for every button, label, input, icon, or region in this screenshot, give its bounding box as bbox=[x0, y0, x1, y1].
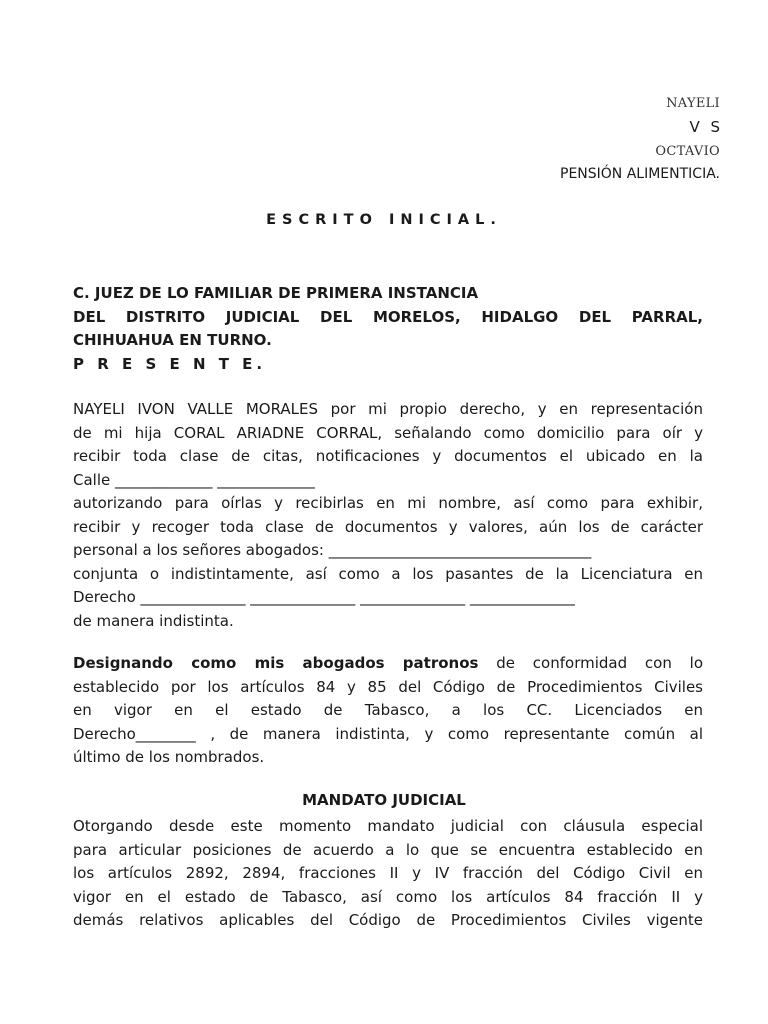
paragraph-line: establecido por los artículos 84 y 85 del Código de Procedimientos Civiles bbox=[73, 677, 703, 696]
paragraph-mandato bbox=[73, 815, 703, 933]
addressee-line: CHIHUAHUA EN TURNO. bbox=[73, 331, 272, 349]
paragraph-line: de manera indistinta. bbox=[73, 611, 234, 630]
paragraph-line: último de los nombrados. bbox=[73, 748, 265, 766]
caption-plaintiff: NAYELI bbox=[666, 96, 720, 111]
addressee-line: DEL DISTRITO JUDICIAL DEL MORELOS, HIDALGO DEL PARRAL, bbox=[73, 307, 703, 326]
paragraph-line: personal a los señores abogados: ___________________________________ bbox=[73, 541, 592, 559]
paragraph-line: Derecho________ , de manera indistinta, y como representante común al bbox=[73, 724, 703, 743]
paragraph-line: autorizando para oírlas y recibirlas en mi nombre, así como para exhibir, bbox=[73, 494, 703, 512]
paragraph-line: recibir toda clase de citas, notificaciones y documentos el ubicado en la bbox=[73, 447, 703, 465]
paragraph-line: Calle _____________ _____________ bbox=[73, 470, 315, 489]
paragraph-line: los artículos 2892, 2894, fracciones II y IV fracción del Código Civil en bbox=[73, 864, 703, 882]
addressee-line: C. JUEZ DE LO FAMILIAR DE PRIMERA INSTANCIA bbox=[73, 284, 479, 302]
document-title: ESCRITO INICIAL. bbox=[266, 212, 502, 228]
paragraph-line: Derecho ______________ ______________ ______________ ______________ bbox=[73, 588, 575, 606]
paragraph-line: en vigor en el estado de Tabasco, a los CC. Licenciados en bbox=[73, 701, 703, 719]
lead-rest: de conformidad con lo bbox=[478, 654, 703, 672]
paragraph-line: vigor en el estado de Tabasco, así como los artículos 84 fracción II y bbox=[73, 887, 703, 906]
paragraph-line: Otorgando desde este momento mandato judicial con cláusula especial bbox=[73, 817, 703, 835]
paragraph-line: NAYELI IVON VALLE MORALES por mi propio derecho, y en representación bbox=[73, 400, 703, 418]
paragraph-lawyers bbox=[73, 652, 703, 770]
caption-subject: PENSIÓN ALIMENTICIA. bbox=[560, 166, 720, 182]
bold-lead: Designando como mis abogados patronos bbox=[73, 654, 479, 672]
paragraph-line: para articular posiciones de acuerdo a lo que se encuentra establecido en bbox=[73, 840, 703, 859]
caption-versus: V S bbox=[689, 118, 723, 136]
paragraph-line bbox=[73, 652, 703, 676]
caption-defendant: OCTAVIO bbox=[655, 144, 720, 159]
paragraph-representation bbox=[73, 398, 703, 633]
addressee-block bbox=[73, 282, 703, 376]
addressee-line: P R E S E N T E. bbox=[73, 354, 267, 373]
section-heading-mandato: MANDATO JUDICIAL bbox=[302, 791, 466, 809]
paragraph-line: demás relativos aplicables del Código de Procedimientos Civiles vigente bbox=[73, 911, 703, 929]
paragraph-line: conjunta o indistintamente, así como a los pasantes de la Licenciatura en bbox=[73, 564, 703, 583]
paragraph-line: de mi hija CORAL ARIADNE CORRAL, señalando como domicilio para oír y bbox=[73, 423, 703, 442]
paragraph-line: recibir y recoger toda clase de documentos y valores, aún los de carácter bbox=[73, 517, 703, 536]
